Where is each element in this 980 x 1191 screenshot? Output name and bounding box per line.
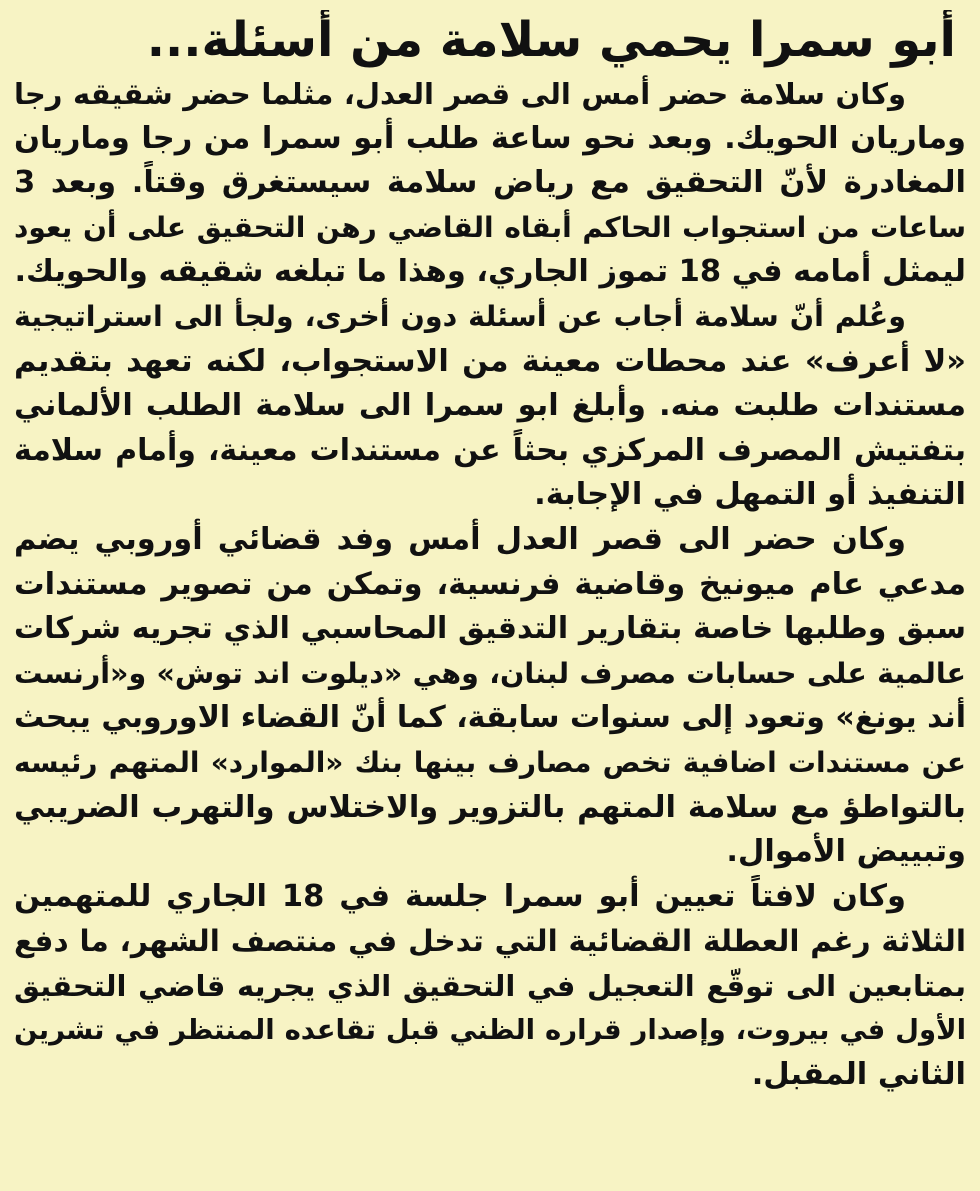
article-line: مستندات طلبت منه. وأبلغ ابو سمرا الى سلامة الطلب الألماني: [14, 388, 966, 424]
article-line: بالتواطؤ مع سلامة المتهم بالتزوير والاختلاس والتهرب الضريبي: [14, 789, 966, 825]
article-line: عن مستندات اضافية تخص مصارف بينها بنك «الموارد» المتهم رئيسه: [14, 745, 966, 779]
paragraph: [14, 518, 966, 875]
article-line: بمتابعين الى توقّع التعجيل في التحقيق الذي يجريه قاضي التحقيق: [14, 968, 966, 1003]
article-line: «لا أعرف» عند محطات معينة من الاستجواب، لكنه تعهد بتقديم: [14, 343, 966, 379]
article-line: أند يونغ» وتعود إلى سنوات سابقة، كما أنّ القضاء الاوروبي يبحث: [14, 700, 966, 736]
article-body: [14, 72, 966, 1098]
article-line: الثاني المقبل.: [751, 1057, 966, 1093]
article-line: وتبييض الأموال.: [726, 834, 966, 870]
article-line: الثلاثة رغم العطلة القضائية التي تدخل في منتصف الشهر، ما دفع: [14, 924, 966, 959]
article-line: ساعات من استجواب الحاكم أبقاه القاضي رهن التحقيق على أن يعود: [14, 210, 966, 244]
article-line: مدعي عام ميونيخ وقاضية فرنسية، وتمكن من تصوير مستندات: [14, 566, 966, 602]
article-line: وكان لافتاً تعيين أبو سمرا جلسة في 18 الجاري للمتهمين: [14, 878, 906, 914]
article-line: سبق وطلبها خاصة بتقارير التدقيق المحاسبي الذي تجريه شركات: [14, 611, 966, 647]
paragraph: [14, 72, 966, 295]
article-line: وكان سلامة حضر أمس الى قصر العدل، مثلما حضر شقيقه رجا: [14, 77, 906, 111]
article-line: وعُلم أنّ سلامة أجاب عن أسئلة دون أخرى، ولجأ الى استراتيجية: [14, 299, 906, 333]
article-line: الأول في بيروت، وإصدار قراره الظني قبل تقاعده المنتظر في تشرين: [14, 1014, 966, 1047]
article-line: وماريان الحويك. وبعد نحو ساعة طلب أبو سمرا من رجا وماريان: [14, 120, 966, 156]
paragraph: [14, 295, 966, 518]
article-line: بتفتيش المصرف المركزي بحثاً عن مستندات معينة، وأمام سلامة: [14, 432, 966, 468]
article-line: ليمثل أمامه في 18 تموز الجاري، وهذا ما تبلغه شقيقه والحويك.: [14, 254, 966, 290]
article-line: التنفيذ أو التمهل في الإجابة.: [534, 477, 966, 513]
paragraph: [14, 875, 966, 1098]
article-line: المغادرة لأنّ التحقيق مع رياض سلامة سيستغرق وقتاً. وبعد 3: [14, 165, 966, 201]
headline: أبو سمرا يحمي سلامة من أسئلة...: [146, 12, 956, 68]
article-line: عالمية على حسابات مصرف لبنان، وهي «ديلوت اند توش» و«أرنست: [14, 656, 966, 690]
article-line: وكان حضر الى قصر العدل أمس وفد قضائي أوروبي يضم: [14, 521, 906, 557]
